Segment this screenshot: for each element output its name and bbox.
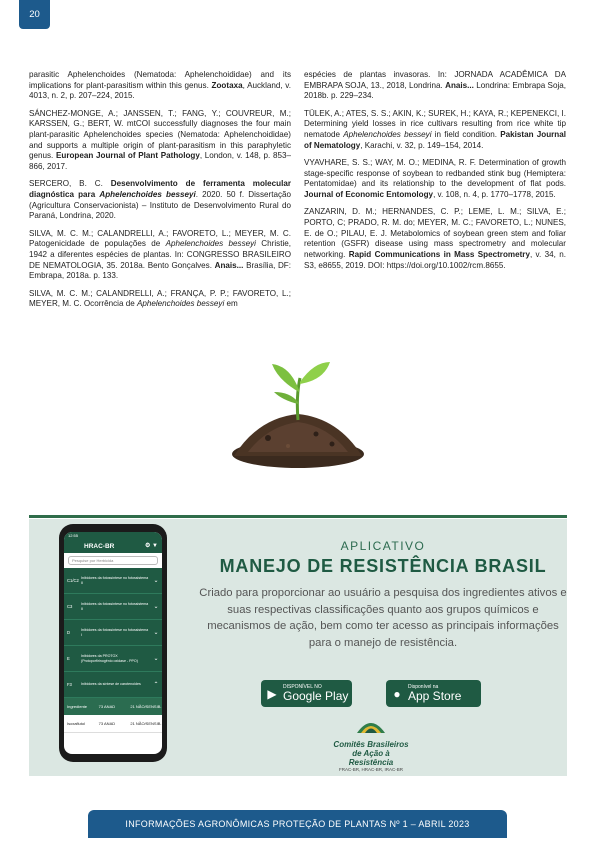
google-play-button[interactable]: ▶ DISPONÍVEL NO Google Play	[261, 680, 352, 707]
logo-emblem-icon	[355, 713, 387, 735]
page-footer: INFORMAÇÕES AGRONÔMICAS PROTEÇÃO DE PLANTAS Nº 1 – ABRIL 2023	[88, 810, 507, 838]
phone-screen	[64, 532, 162, 754]
list-item: F3 Inibidores da síntese de carotenoides ⌃	[64, 672, 162, 698]
page-number: 20	[19, 0, 50, 29]
phone-status-bar: 12:55	[64, 532, 162, 539]
phone-app-title: HRAC-BR	[84, 542, 115, 550]
chevron-up-icon: ⌃	[153, 682, 159, 688]
reference-entry: SÁNCHEZ-MONGE, A.; JANSSEN, T.; FANG, Y.; COUVREUR, M.; KARSSEN, G.; BERT, W. mtCOI successfully diagnoses the four main plant-parasitic Aphelenchoides species (Nematoda: Aphelenchoididae) and supports a multiple origin of plant-parasitism in this paraphyletic genus. European Journal of Plant Pathology, London, v. 148, p. 853–866, 2017.	[29, 108, 291, 172]
chevron-down-icon: ⌄	[153, 630, 159, 636]
phone-subrow: Isoxaflutol 73 ANAD 21 NÃO/SENSIB.	[64, 715, 162, 733]
app-advertisement-banner	[29, 519, 567, 776]
references-left-column	[29, 70, 291, 317]
phone-subheader: Ingrediente 73 ANAD 21 NÃO/SENSIB.	[64, 698, 162, 715]
list-item: C1/C2 Inibidores da fotossíntese no fotossistema II ⌄	[64, 568, 162, 594]
phone-mockup	[59, 524, 167, 762]
google-play-icon: ▶	[267, 686, 277, 701]
banner-subtitle: APLICATIVO	[340, 539, 426, 553]
banner-description: Criado para proporcionar ao usuário a pesquisa dos ingredientes ativos e suas respectivas classificações quanto aos grupos químicos e mecanismos de ação, bem como ter acesso as principais informações para o manejo de resistência.	[199, 587, 567, 649]
filter-icon: ⚙ ▼	[145, 543, 158, 549]
reference-entry: SERCERO, B. C. Desenvolvimento de ferramenta molecular diagnóstica para Aphelenchoides besseyi. 2020. 50 f. Dissertação (Agricultura Conservacionista) – Instituto de Desenvolvimento Rural do Paraná, Londrina, 2020.	[29, 179, 292, 221]
phone-app-bar	[64, 539, 162, 553]
app-store-button[interactable]: ● Disponível na App Store	[386, 680, 481, 707]
references-right-column	[304, 70, 566, 278]
phone-search-input: Pesquise por Herbicida	[68, 556, 158, 565]
chevron-down-icon: ⌄	[153, 578, 159, 584]
reference-entry: espécies de plantas invasoras. In: JORNADA ACADÊMICA DA EMBRAPA SOJA, 13., 2018, Londrina. Anais... Londrina: Embrapa Soja, 2018b. p. 229–234.	[304, 70, 566, 101]
reference-entry: VYAVHARE, S. S.; WAY, M. O.; MEDINA, R. F. Determination of growth stage-specific response of soybean to redbanded stink bug (Hemiptera: Pentatomidae) and its relationship to the development of flat pods. Journal of Economic Entomology, v. 108, n. 4, p. 1770–1778, 2015.	[304, 157, 566, 200]
sprout-in-soil-illustration	[228, 356, 368, 471]
list-item: D Inibidores da fotossíntese no fotossistema I ⌄	[64, 620, 162, 646]
reference-entry: TÜLEK, A.; ATES, S. S.; AKIN, K.; SUREK, H.; KAYA, R.; KEPENEKCI, I. Determining yield losses in rice cultivars resulting from rice white tip nematode Aphelenchoides besseyi in field condition. Pakistan Journal of Nematology, Karachi, v. 32, p. 149–154, 2014.	[304, 108, 566, 150]
list-item: E Inibidores da PROTOX (Protoporfirinogênio oxidase - PPO) ⌄	[64, 646, 162, 672]
comites-logo: Comitês Brasileiros de Ação à Resistência FRAC-BR, HRAC-BR, IRAC-BR	[331, 713, 411, 772]
reference-entry: ZANZARIN, D. M.; HERNANDES, C. P.; LEME, L. M.; SILVA, E.; PORTO, C; PRADO, R. M. do; MEYER, M. C.; FAVORETO, L.; NUNES, E. de O.; PILAU, E. J. Metabolomics of soybean green stem and foliar retention (GSFR) disease using mass spectrometry and molecular networking. Rapid Communications in Mass Spectrometry, v. 34, n. S3, e8655, 2019. DOI: https://doi.org/10.1002/rcm.8655.	[304, 207, 566, 270]
reference-entry: SILVA, M. C. M.; CALANDRELLI, A.; FRANÇA, P. P.; FAVORETO, L.; MEYER, M. C. Ocorrência de Aphelenchoides besseyi em	[29, 288, 291, 309]
reference-entry: SILVA, M. C. M.; CALANDRELLI, A.; FAVORETO, L.; MEYER, M. C. Patogenicidade de populações de Aphelenchoides besseyi Christie, 1942 a diferentes espécies de plantas. In: CONGRESSO BRASILEIRO DE NEMATOLOGIA, 35. 2018a. Bento Gonçalves. Anais... Brasília, DF: Embrapa, 2018a. p. 133.	[29, 228, 292, 281]
apple-icon: ●	[393, 686, 401, 701]
banner-title: MANEJO DE RESISTÊNCIA BRASIL	[219, 556, 547, 576]
reference-entry: parasitic Aphelenchoides (Nematoda: Aphelenchoididae) and its implications for plant-parasitism within this genus. Zootaxa, Auckland, v. 4013, n. 2, p. 207–224, 2015.	[29, 70, 291, 101]
banner-divider	[29, 515, 567, 518]
list-item: C3 Inibidores da fotossíntese no fotossistema II ⌄	[64, 594, 162, 620]
chevron-down-icon: ⌄	[153, 604, 159, 610]
chevron-down-icon: ⌄	[153, 656, 159, 662]
